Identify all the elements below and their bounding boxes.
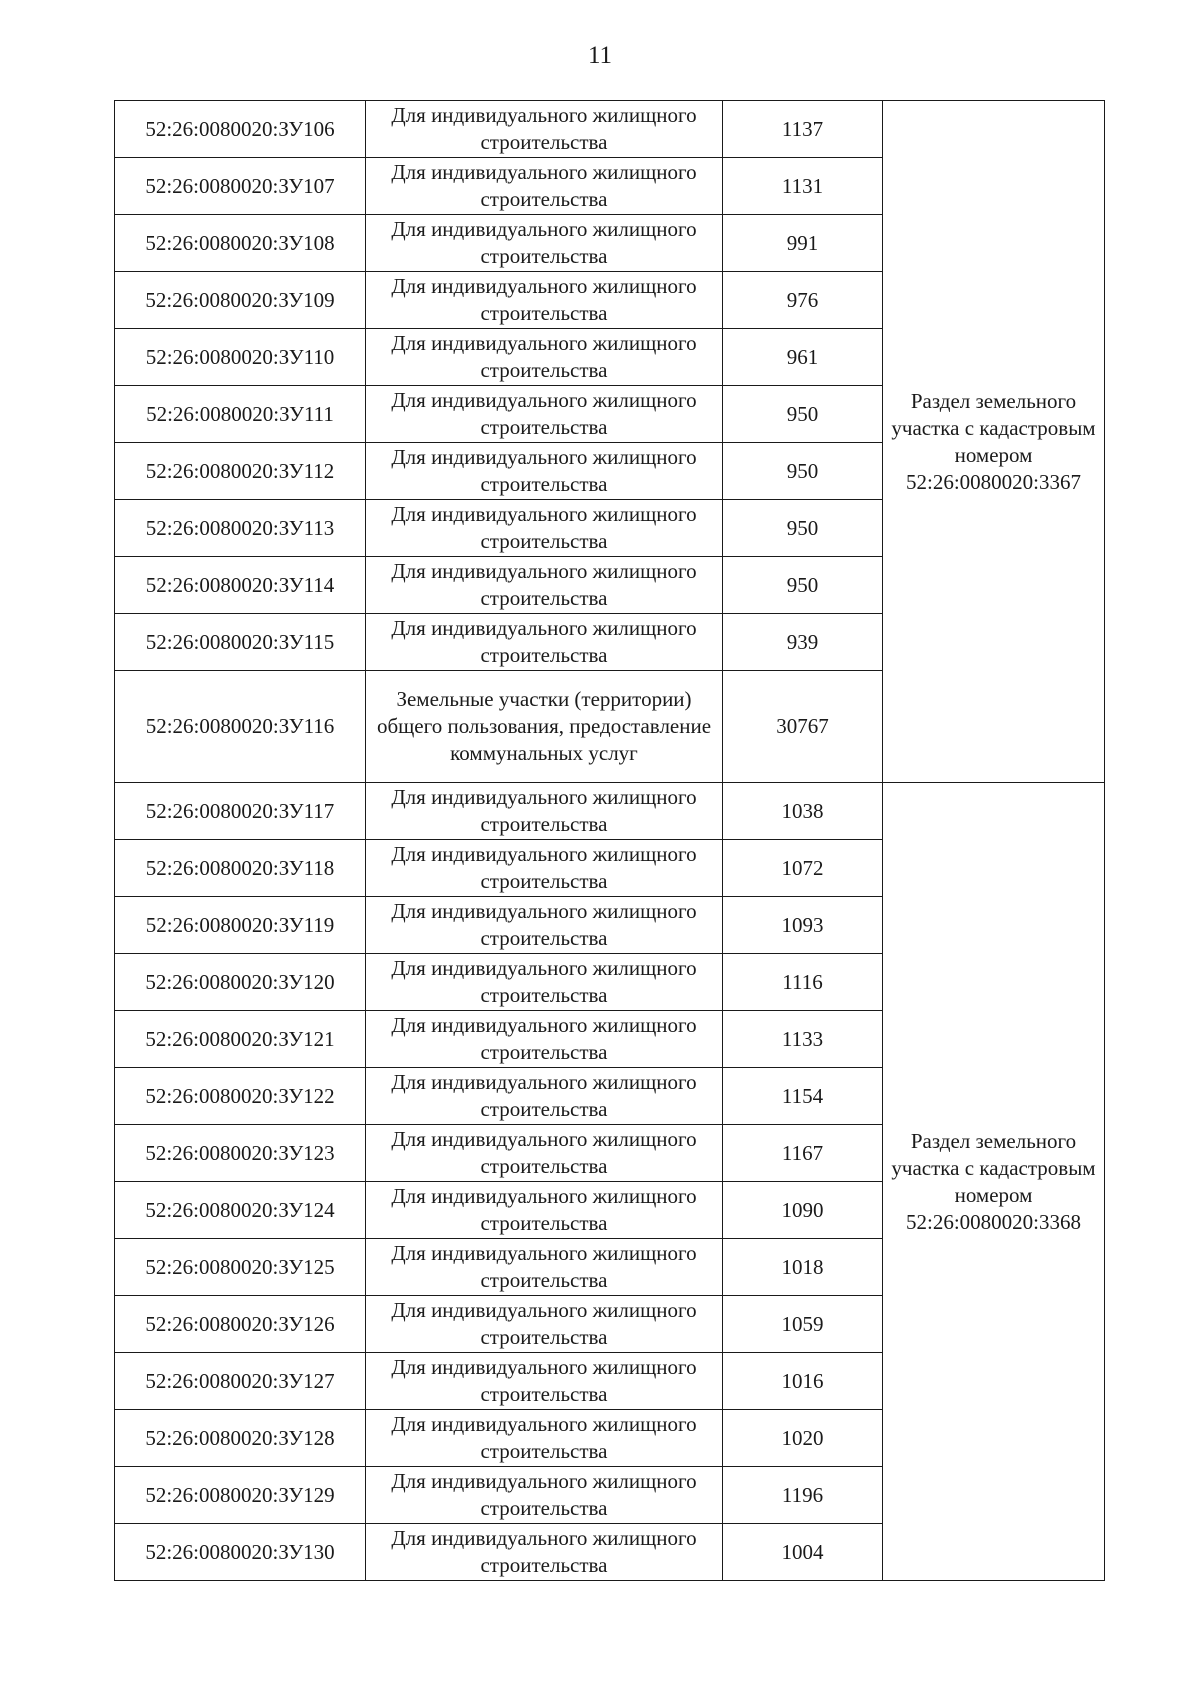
- area-cell: 1038: [723, 783, 883, 840]
- area-cell: 950: [723, 386, 883, 443]
- area-cell: 991: [723, 215, 883, 272]
- parcel-id-cell: 52:26:0080020:ЗУ127: [115, 1353, 366, 1410]
- parcel-id-cell: 52:26:0080020:ЗУ120: [115, 954, 366, 1011]
- land-use-cell: Для индивидуального жилищного строительства: [366, 1239, 723, 1296]
- area-cell: 1020: [723, 1410, 883, 1467]
- parcel-id-cell: 52:26:0080020:ЗУ116: [115, 671, 366, 783]
- parcel-id-cell: 52:26:0080020:ЗУ109: [115, 272, 366, 329]
- group-note-cell: [883, 783, 1105, 1581]
- parcel-id-cell: 52:26:0080020:ЗУ106: [115, 101, 366, 158]
- land-use-cell: Для индивидуального жилищного строительства: [366, 329, 723, 386]
- land-use-cell: Для индивидуального жилищного строительства: [366, 500, 723, 557]
- parcel-id-cell: 52:26:0080020:ЗУ130: [115, 1524, 366, 1581]
- parcel-id-cell: 52:26:0080020:ЗУ119: [115, 897, 366, 954]
- group-note-cell: [883, 101, 1105, 783]
- area-cell: 1090: [723, 1182, 883, 1239]
- area-cell: 1196: [723, 1467, 883, 1524]
- area-cell: 950: [723, 557, 883, 614]
- land-use-cell: Для индивидуального жилищного строительства: [366, 1011, 723, 1068]
- land-use-cell: Для индивидуального жилищного строительства: [366, 443, 723, 500]
- land-use-cell: Для индивидуального жилищного строительства: [366, 1068, 723, 1125]
- table-row: [115, 101, 1105, 158]
- parcel-id-cell: 52:26:0080020:ЗУ113: [115, 500, 366, 557]
- parcel-id-cell: 52:26:0080020:ЗУ115: [115, 614, 366, 671]
- area-cell: 950: [723, 443, 883, 500]
- land-use-cell: Для индивидуального жилищного строительства: [366, 215, 723, 272]
- parcel-id-cell: 52:26:0080020:ЗУ110: [115, 329, 366, 386]
- area-cell: 950: [723, 500, 883, 557]
- land-use-cell: Для индивидуального жилищного строительства: [366, 954, 723, 1011]
- land-use-cell: Для индивидуального жилищного строительства: [366, 1353, 723, 1410]
- land-use-cell: Для индивидуального жилищного строительства: [366, 272, 723, 329]
- parcel-id-cell: 52:26:0080020:ЗУ112: [115, 443, 366, 500]
- parcel-id-cell: 52:26:0080020:ЗУ126: [115, 1296, 366, 1353]
- land-use-cell: Для индивидуального жилищного строительства: [366, 1182, 723, 1239]
- area-cell: 1133: [723, 1011, 883, 1068]
- parcel-id-cell: 52:26:0080020:ЗУ121: [115, 1011, 366, 1068]
- land-use-cell: Для индивидуального жилищного строительства: [366, 101, 723, 158]
- land-use-cell: Для индивидуального жилищного строительства: [366, 897, 723, 954]
- area-cell: 1059: [723, 1296, 883, 1353]
- land-use-cell: Для индивидуального жилищного строительства: [366, 386, 723, 443]
- area-cell: 976: [723, 272, 883, 329]
- parcels-table: [114, 100, 1105, 1581]
- land-use-cell: Для индивидуального жилищного строительства: [366, 1296, 723, 1353]
- area-cell: 1093: [723, 897, 883, 954]
- area-cell: 1137: [723, 101, 883, 158]
- land-use-cell: Для индивидуального жилищного строительства: [366, 1410, 723, 1467]
- area-cell: 1131: [723, 158, 883, 215]
- page-number: 11: [587, 42, 613, 69]
- parcel-id-cell: 52:26:0080020:ЗУ124: [115, 1182, 366, 1239]
- area-cell: 1016: [723, 1353, 883, 1410]
- land-use-cell: Для индивидуального жилищного строительства: [366, 840, 723, 897]
- area-cell: 1167: [723, 1125, 883, 1182]
- parcel-id-cell: 52:26:0080020:ЗУ129: [115, 1467, 366, 1524]
- group-note-text: Раздел земельного участка с кадастровым номером 52:26:0080020:3367: [891, 388, 1096, 494]
- group-note-text: Раздел земельного участка с кадастровым номером 52:26:0080020:3368: [891, 1128, 1096, 1234]
- land-use-cell: Земельные участки (территории) общего пользования, предоставление коммунальных услуг: [366, 671, 723, 783]
- parcels-table-body: [115, 101, 1105, 1581]
- parcel-id-cell: 52:26:0080020:ЗУ122: [115, 1068, 366, 1125]
- land-use-cell: Для индивидуального жилищного строительства: [366, 614, 723, 671]
- area-cell: 1116: [723, 954, 883, 1011]
- parcel-id-cell: 52:26:0080020:ЗУ123: [115, 1125, 366, 1182]
- land-use-cell: Для индивидуального жилищного строительства: [366, 783, 723, 840]
- land-use-cell: Для индивидуального жилищного строительства: [366, 1125, 723, 1182]
- area-cell: 30767: [723, 671, 883, 783]
- area-cell: 1154: [723, 1068, 883, 1125]
- land-use-cell: Для индивидуального жилищного строительства: [366, 1524, 723, 1581]
- parcel-id-cell: 52:26:0080020:ЗУ114: [115, 557, 366, 614]
- parcel-id-cell: 52:26:0080020:ЗУ118: [115, 840, 366, 897]
- land-use-cell: Для индивидуального жилищного строительства: [366, 1467, 723, 1524]
- land-use-cell: Для индивидуального жилищного строительства: [366, 557, 723, 614]
- area-cell: 939: [723, 614, 883, 671]
- parcel-id-cell: 52:26:0080020:ЗУ128: [115, 1410, 366, 1467]
- parcel-id-cell: 52:26:0080020:ЗУ125: [115, 1239, 366, 1296]
- area-cell: 1004: [723, 1524, 883, 1581]
- parcel-id-cell: 52:26:0080020:ЗУ117: [115, 783, 366, 840]
- parcel-id-cell: 52:26:0080020:ЗУ111: [115, 386, 366, 443]
- area-cell: 1018: [723, 1239, 883, 1296]
- land-use-cell: Для индивидуального жилищного строительства: [366, 158, 723, 215]
- table-row: [115, 783, 1105, 840]
- area-cell: 1072: [723, 840, 883, 897]
- parcel-id-cell: 52:26:0080020:ЗУ108: [115, 215, 366, 272]
- parcel-id-cell: 52:26:0080020:ЗУ107: [115, 158, 366, 215]
- area-cell: 961: [723, 329, 883, 386]
